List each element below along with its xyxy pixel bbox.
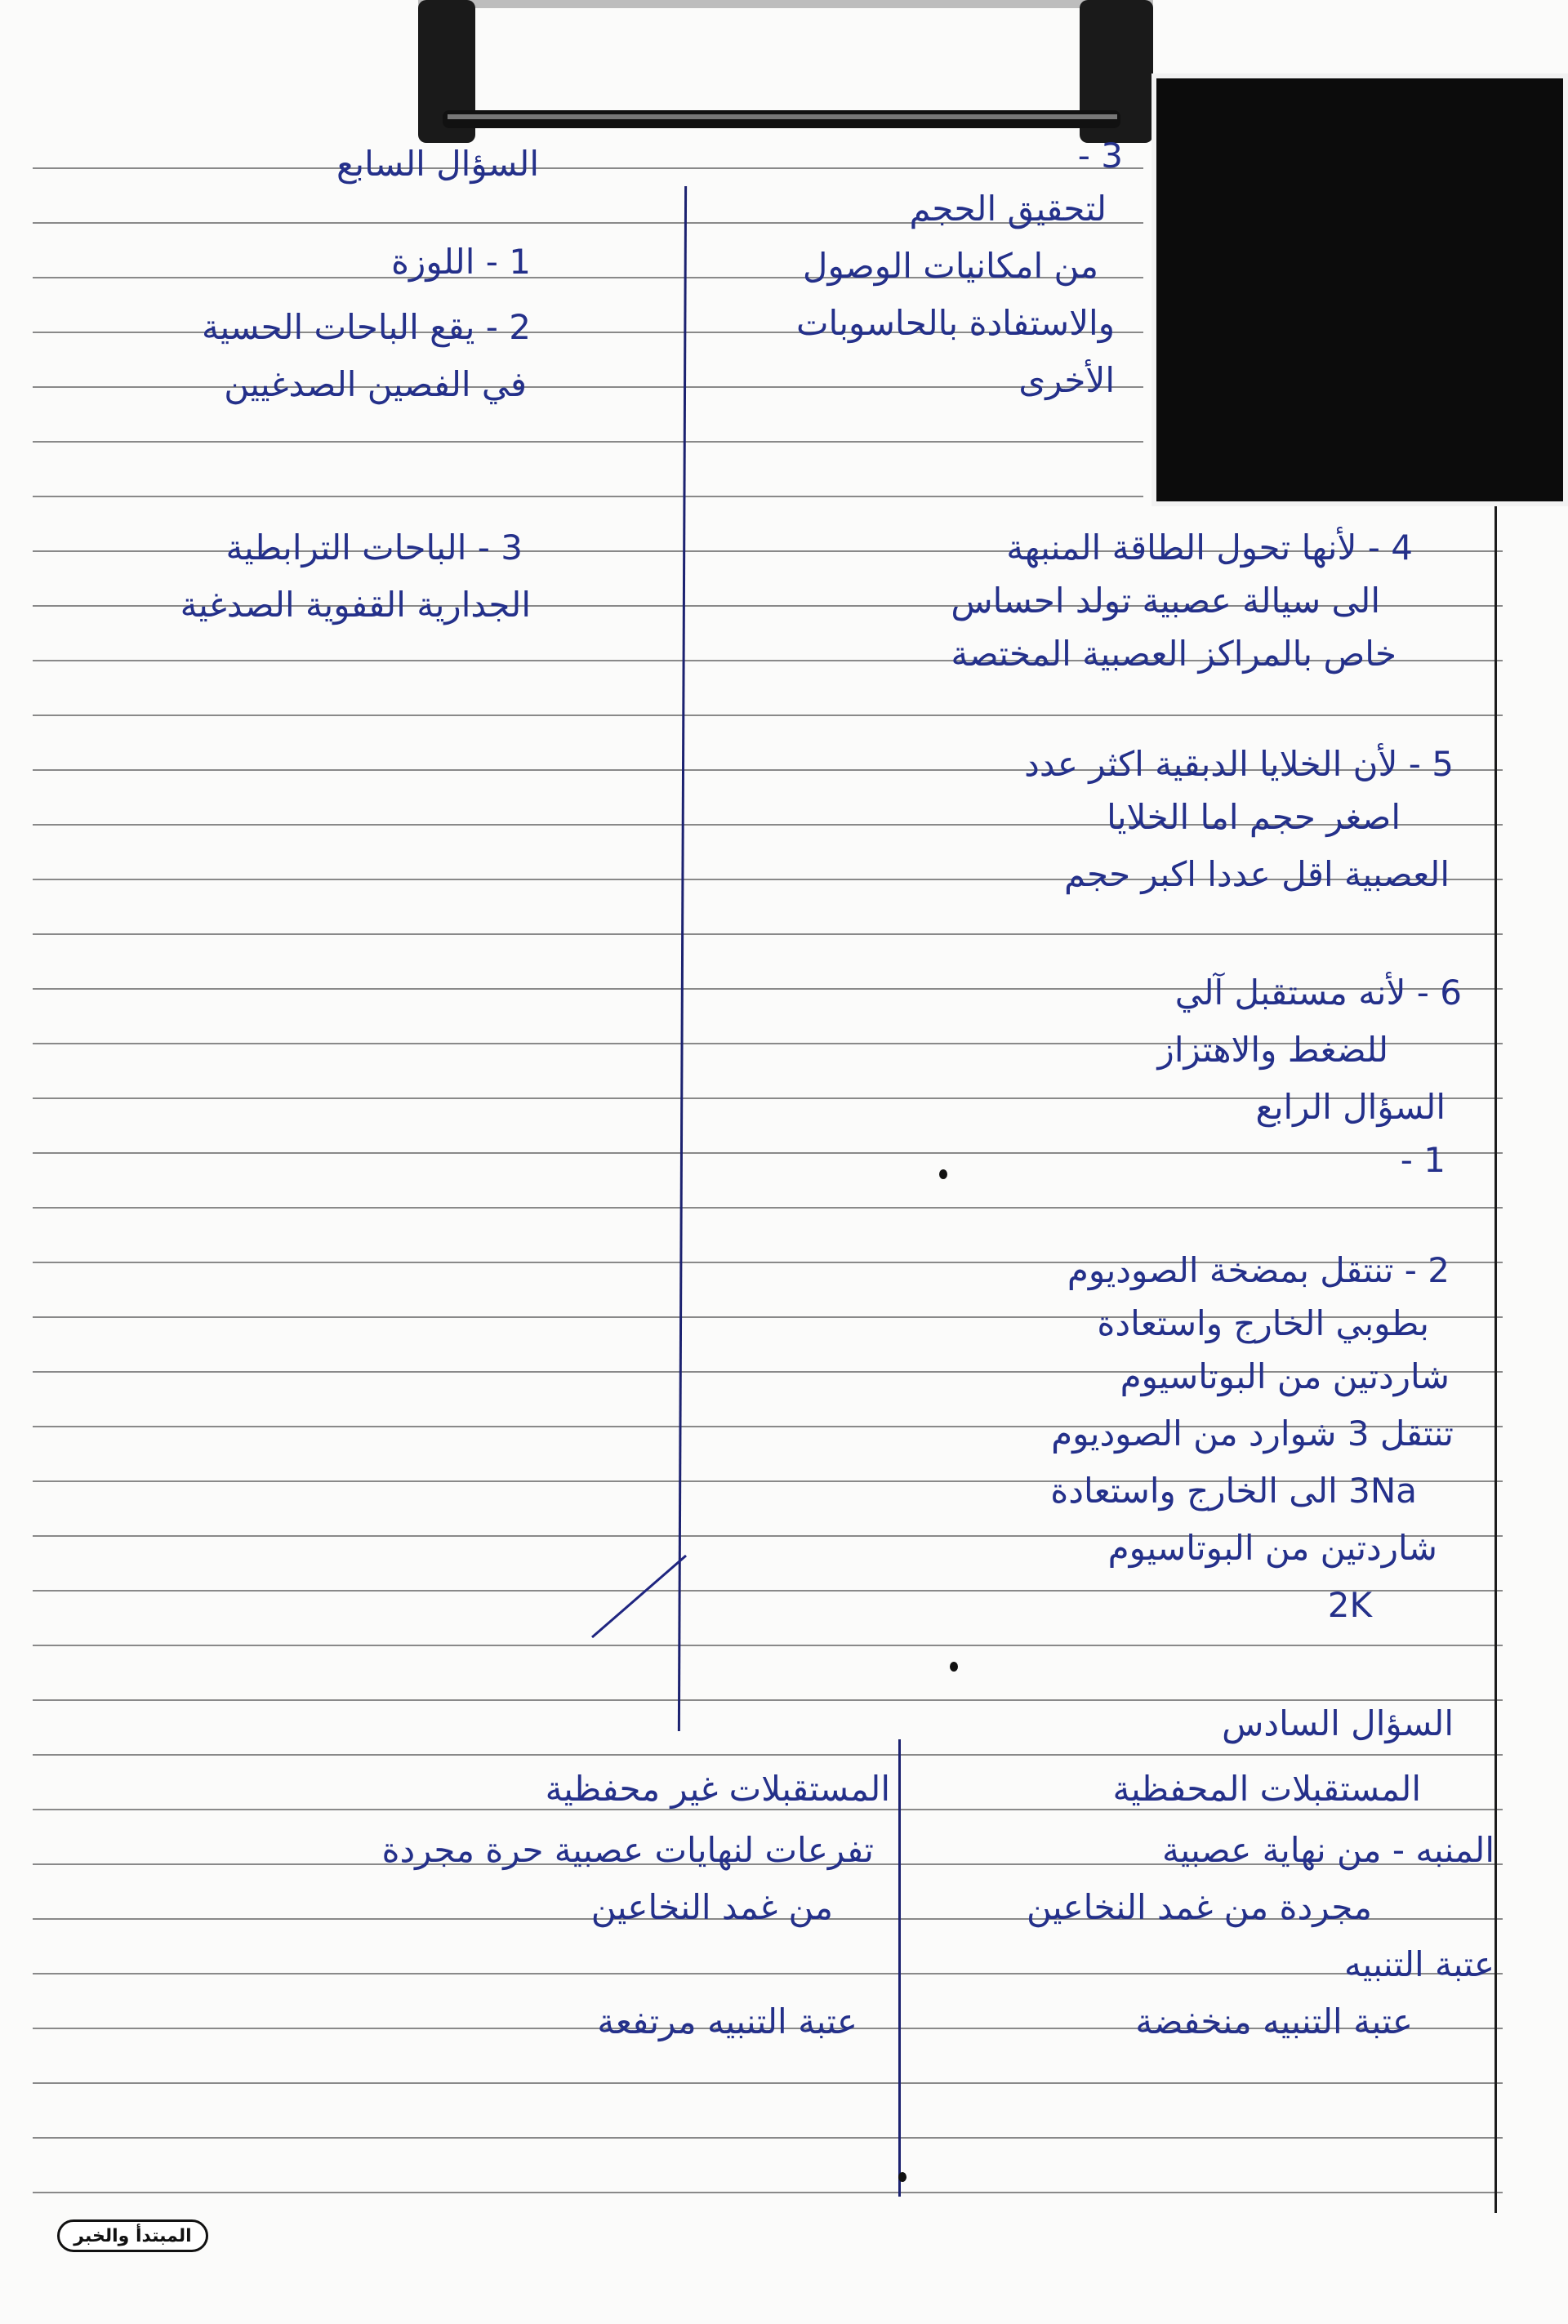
col-left-line: من غمد النخاعين (590, 1887, 833, 1927)
pump-line: شاردتين من البوتاسيوم (1107, 1528, 1437, 1568)
q3-line: من امكانيات الوصول (802, 246, 1098, 286)
q6-line: 1 - (1400, 1140, 1446, 1180)
pump-line: بطوبي الخارج واستعادة (1097, 1303, 1429, 1343)
col-right-header: المستقبلات المحفظية (1112, 1769, 1421, 1809)
q3-number: 3 - (1077, 136, 1123, 176)
q7-line: 2 - يقع الباحات الحسية (201, 307, 531, 347)
pump-line: 2K (1327, 1585, 1372, 1625)
q5-line: اصغر حجم اما الخلايا (1107, 797, 1401, 837)
col-right-line: المنبه - من نهاية عصبية (1161, 1830, 1494, 1870)
ink-dot (939, 1169, 947, 1179)
q4-line: الى سيالة عصبية تولد احساس (951, 581, 1380, 621)
q5-line: العصبية اقل عددا اكبر حجم (1064, 854, 1450, 894)
q7-line: 1 - اللوزة (391, 242, 531, 282)
q7-line: الجدارية القفوية الصدغية (180, 585, 531, 625)
q3-line: لتحقيق الحجم (909, 189, 1107, 229)
ink-dot (898, 2172, 906, 2182)
q5-line: 5 - لأن الخلايا الدبقية اكثر عدد (1024, 744, 1454, 784)
col-right-line: عتبة التنبيه (1344, 1944, 1494, 1984)
q6-line: 6 - لأنه مستقبل آلي (1174, 973, 1462, 1013)
q-title: السؤال السادس (1222, 1703, 1454, 1743)
col-left-line: تفرعات لنهايات عصبية حرة مجردة (381, 1830, 874, 1870)
q4-line: 4 - لأنها تحول الطاقة المنبهة (1006, 528, 1413, 568)
q7-title: السؤال السابع (336, 144, 539, 184)
pump-line: 3Na الى الخارج واستعادة (1050, 1471, 1417, 1511)
q3-line: الأخرى (1018, 360, 1115, 400)
q4-line: خاص بالمراكز العصبية المختصة (951, 634, 1396, 674)
pump-line: شاردتين من البوتاسيوم (1120, 1356, 1450, 1396)
pump-line: 2 - تنتقل بمضخة الصوديوم (1067, 1250, 1450, 1290)
col-right-line: مجردة من غمد النخاعين (1026, 1887, 1372, 1927)
footer-logo: المبتدأ والخبر (57, 2219, 208, 2252)
q6-line: للضغط والاهتزاز (1157, 1030, 1388, 1070)
q3-line: والاستفادة بالحاسوبات (796, 303, 1115, 343)
col-right-line: عتبة التنبيه منخفضة (1135, 2001, 1413, 2041)
q6-line: السؤال الرابع (1255, 1087, 1446, 1127)
col-left-line: عتبة التنبيه مرتفعة (597, 2001, 858, 2041)
col-left-header: المستقبلات غير محفظية (545, 1769, 890, 1809)
q7-line: 3 - الباحات الترابطية (225, 528, 523, 568)
pump-line: تنتقل 3 شوارد من الصوديوم (1051, 1414, 1454, 1454)
ink-dot (950, 1662, 958, 1672)
q7-line: في الفصين الصدغيين (224, 364, 527, 404)
